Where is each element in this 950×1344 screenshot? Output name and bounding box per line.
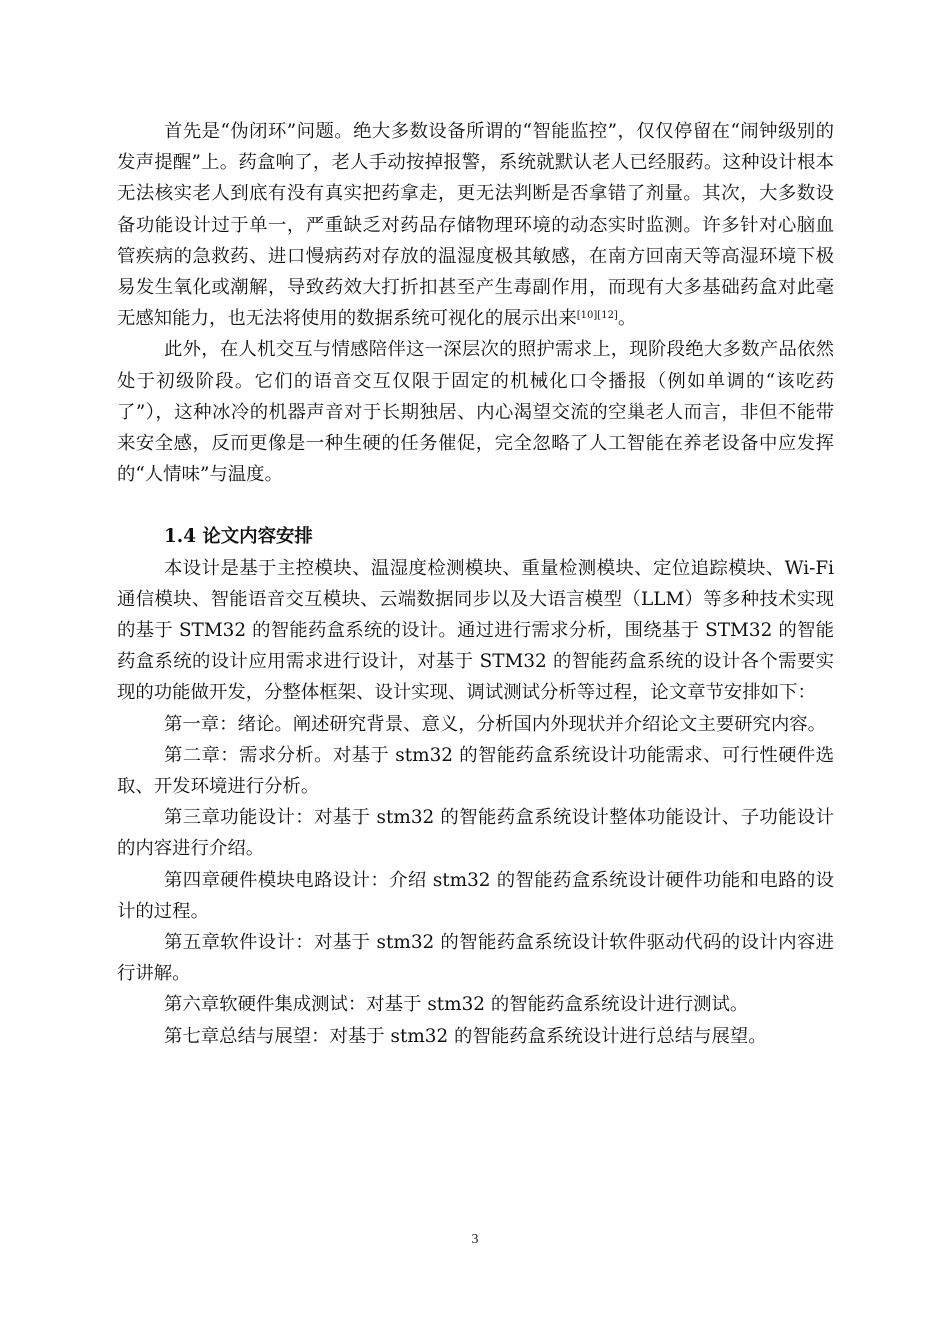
chapter-item-7: 第七章总结与展望：对基于 stm32 的智能药盒系统设计进行总结与展望。 xyxy=(164,1025,767,1047)
section-intro-paragraph: 本设计是基于主控模块、温湿度检测模块、重量检测模块、定位追踪模块、Wi-Fi 通信模块、智能语音交互模块、云端数据同步以及大语言模型（LLM）等多种技术实现的基于 STM32 的智能药盒系统的设计。通过进行需求分析，围绕基于 STM32 的智能药盒系统的设计应用需求进行设计，对基于 STM32 的智能药盒系统的设计各个需要实现的功能做开发，分整体框架、设计实现、调试测试分析等过程，论文章节安排如下： xyxy=(117,557,834,704)
chapter-item-4: 第四章硬件模块电路设计：介绍 stm32 的智能药盒系统设计硬件功能和电路的设计的过程。 xyxy=(117,869,834,922)
page-body xyxy=(117,116,834,1052)
paragraph-pseudo-closed-loop xyxy=(117,116,834,334)
paragraph-interaction: 此外，在人机交互与情感陪伴这一深层次的照护需求上，现阶段绝大多数产品依然处于初级阶段。它们的语音交互仅限于固定的机械化口令播报（例如单调的“该吃药了”），这种冰冷的机器声音对于长期独居、内心渴望交流的空巢老人而言，非但不能带来安全感，反而更像是一种生硬的任务催促，完全忽略了人工智能在养老设备中应发挥的“人情味”与温度。 xyxy=(117,339,834,486)
chapter-item-5: 第五章软件设计：对基于 stm32 的智能药盒系统设计软件驱动代码的设计内容进行讲解。 xyxy=(117,932,834,985)
section-heading: 1.4 论文内容安排 xyxy=(164,526,313,548)
citation-reference: [10][12] xyxy=(576,310,618,322)
paragraph-end: 。 xyxy=(617,308,637,330)
chapter-item-3: 第三章功能设计：对基于 stm32 的智能药盒系统设计整体功能设计、子功能设计的内容进行介绍。 xyxy=(117,807,834,860)
chapter-item-1: 第一章：绪论。阐述研究背景、意义，分析国内外现状并介绍论文主要研究内容。 xyxy=(164,713,827,735)
chapter-item-6: 第六章软硬件集成测试：对基于 stm32 的智能药盒系统设计进行测试。 xyxy=(164,994,749,1016)
paragraph-text: 首先是“伪闭环”问题。绝大多数设备所谓的“智能监控”，仅仅停留在“闹钟级别的发声提醒”上。药盒响了，老人手动按掉报警，系统就默认老人已经服药。这种设计根本无法核实老人到底有没有真实把药拿走，更无法判断是否拿错了剂量。其次，大多数设备功能设计过于单一，严重缺乏对药品存储物理环境的动态实时监测。许多针对心脑血管疾病的急救药、进口慢病药对存放的温湿度极其敏感，在南方回南天等高湿环境下极易发生氧化或潮解，导致药效大打折扣甚至产生毒副作用，而现有大多基础药盒对此毫无感知能力，也无法将使用的数据系统可视化的展示出来 xyxy=(117,121,834,330)
chapter-item-2: 第二章：需求分析。对基于 stm32 的智能药盒系统设计功能需求、可行性硬件选取、开发环境进行分析。 xyxy=(117,744,834,798)
page-number: 3 xyxy=(471,1232,479,1247)
